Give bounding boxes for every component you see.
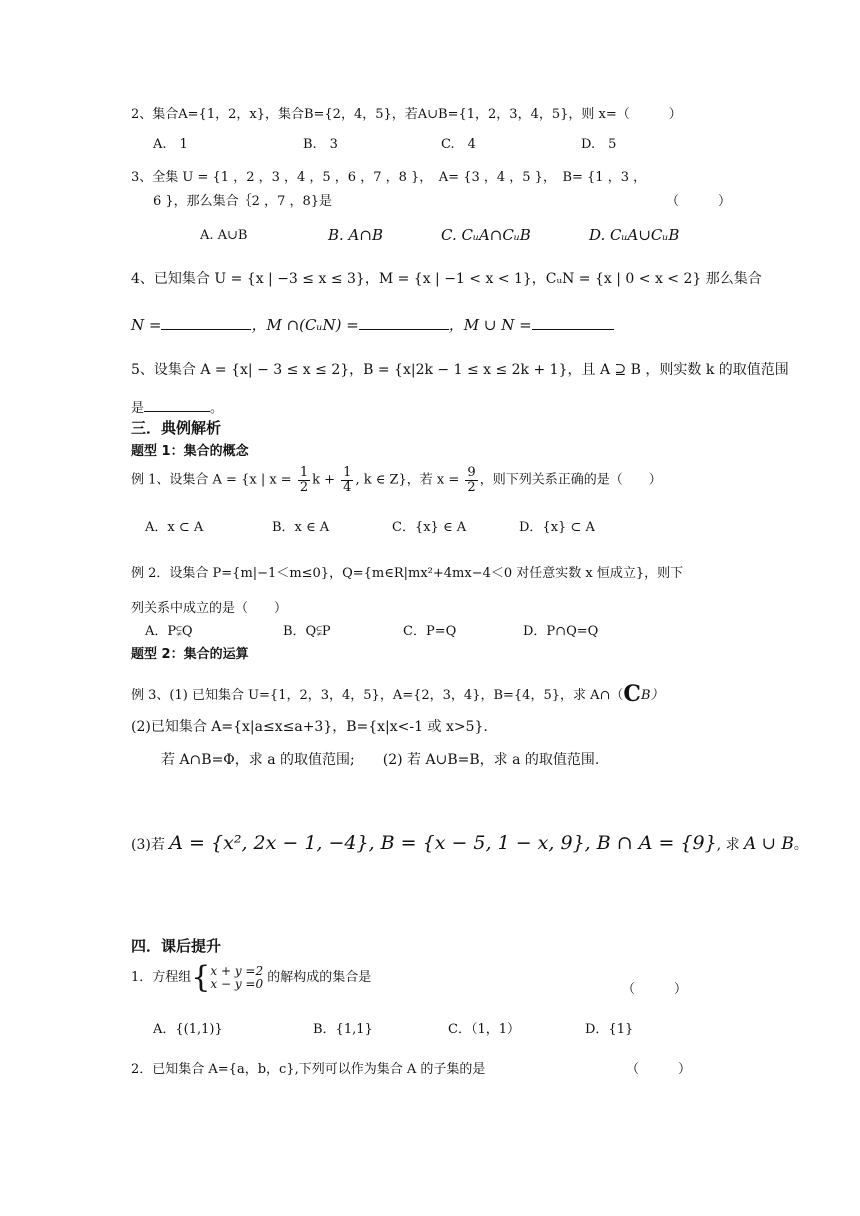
- ex2-option-c: C．P=Q: [403, 624, 457, 639]
- section-4-title: 四．课后提升: [131, 937, 222, 955]
- q4-stem: 4、已知集合 U = {x | −3 ≤ x ≤ 3}，M = {x | −1 < x < 1}，CᵤN = {x | 0 < x < 2} 那么集合: [131, 271, 762, 287]
- ex2-option-d: D．P∩Q=Q: [523, 624, 599, 639]
- ex2-option-b: B．Q⫋P: [283, 624, 331, 639]
- q4-blank-1[interactable]: [161, 315, 251, 330]
- example-2-stem: 例 2．设集合 P={m|−1＜m≤0}，Q={m∈R|mx²+4mx−4＜0 对任意实数 x 恒成立}，则下: [131, 566, 684, 581]
- q4-blank-3[interactable]: [532, 315, 614, 330]
- sec4-q1-option-c: C．（1，1）: [448, 1022, 520, 1037]
- sec4-q1-tail: 的解构成的集合是: [267, 970, 372, 986]
- q3-option-c: C. CᵤA∩CᵤB: [441, 226, 531, 244]
- equation-2: x − y =0: [210, 977, 264, 991]
- q3-option-a: A. A∪B: [200, 228, 248, 243]
- q5-line2: [131, 397, 223, 417]
- q2-option-c: C. 4: [441, 137, 476, 152]
- ex3-3-ask: , 求: [716, 837, 740, 853]
- example-3-part-2-questions: 若 A∩B=Φ，求 a 的取值范围; (2) 若 A∪B=B，求 a 的取值范围.: [161, 752, 600, 768]
- sec4-q1-label: 1．方程组: [131, 970, 192, 986]
- type-1-heading: 题型 1：集合的概念: [131, 444, 249, 459]
- q5-stem: 5、设集合 A = {x| − 3 ≤ x ≤ 2}，B = {x|2k − 1 ≤ x ≤ 2k + 1}，且 A ⊇ B ，则实数 k 的取值范围: [131, 362, 789, 378]
- example-3-part-2: (2)已知集合 A={x|a≤x≤a+3}，B={x|x<-1 或 x>5}.: [131, 719, 488, 735]
- q3-option-b: B. A∩B: [328, 226, 383, 244]
- complement-symbol: C: [623, 681, 641, 707]
- example-3-part-3: [131, 832, 808, 855]
- example-2-stem-line2: 列关系中成立的是（ ）: [131, 601, 288, 616]
- ex1-fraction-3: $\frac{9}{2}$: [467, 465, 476, 495]
- ex1-option-c: C．{x} ∈ A: [392, 520, 467, 535]
- equation-system: [210, 965, 263, 991]
- ex1-option-d: D．{x} ⊂ A: [519, 520, 595, 535]
- sec4-q2-paren: （ ）: [626, 1062, 692, 1077]
- sec4-question-2: 2．已知集合 A={a，b，c},下列可以作为集合 A 的子集的是: [131, 1062, 486, 1077]
- q3-option-d: D. CᵤA∪CᵤB: [589, 226, 680, 244]
- ex3-tail: B）: [640, 688, 664, 703]
- q5-blank[interactable]: [144, 397, 210, 412]
- q4-line2: [131, 315, 614, 334]
- type-2-heading: 题型 2：集合的运算: [131, 647, 249, 662]
- ex2-option-a: A．P⫋Q: [145, 624, 193, 639]
- q3-answer-paren: （ ）: [666, 194, 732, 209]
- sec4-q1-option-d: D．{1}: [585, 1022, 634, 1037]
- q2-option-a: A. 1: [153, 137, 188, 152]
- section-3-title: 三．典例解析: [131, 419, 222, 437]
- q4-blank-2[interactable]: [359, 315, 449, 330]
- q2-option-b: B. 3: [303, 137, 338, 152]
- ex1-option-a: A．x ⊂ A: [145, 520, 204, 535]
- equation-1: x + y =2: [210, 963, 264, 978]
- sec4-question-1: [131, 960, 372, 995]
- q4-n-label: N =: [131, 316, 162, 334]
- sec4-q1-option-b: B．{1,1}: [313, 1022, 373, 1037]
- sec4-q1-paren: （ ）: [622, 982, 688, 997]
- ex1-fraction-2: $\frac{1}{4}$: [343, 465, 352, 495]
- ex1-fraction-1: $\frac{1}{2}$: [299, 465, 309, 495]
- q3-stem-line2: 6 }，那么集合｛2 ，7 ，8}是: [153, 194, 333, 209]
- q4-m-cap-label: ，M ∩(CᵤN) =: [251, 316, 359, 334]
- ex1-part-d: ，则下列关系正确的是（ ）: [479, 472, 662, 488]
- q3-stem: 3、全集 U = {1 ，2 ，3 ，4 ，5 ，6 ，7 ，8 }， A= {3 ，4 ，5 }， B= {1 ，3 ，: [131, 170, 647, 185]
- ex3-3-prefix: (3)若: [131, 837, 165, 853]
- ex1-part-c: , k ∈ Z}，若 x =: [355, 472, 460, 488]
- ex1-part-b: k +: [312, 472, 336, 488]
- q2-stem: 2、集合A={1，2，x}，集合B={2，4，5}，若A∪B={1，2，3，4，5}，则 x=（ ）: [131, 107, 682, 122]
- ex1-part-a: 例 1、设集合 A = {x | x =: [131, 472, 292, 488]
- ex3-3-union: A ∪ B: [744, 834, 794, 854]
- ex3-3-formula: A = {x², 2x − 1, −4}, B = {x − 5, 1 − x, 9}, B ∩ A = {9}: [169, 832, 717, 854]
- ex1-option-b: B．x ∈ A: [272, 520, 330, 535]
- q5-end: 。: [210, 401, 224, 416]
- q5-label: 是: [131, 401, 145, 416]
- ex3-text: 例 3、(1) 已知集合 U={1，2，3，4，5}，A={2，3，4}，B={4，5}，求 A∩（: [131, 688, 624, 703]
- q2-option-d: D. 5: [581, 137, 617, 152]
- example-3-stem: [131, 681, 664, 707]
- system-brace-icon: {: [191, 960, 211, 995]
- ex3-3-end: 。: [793, 837, 808, 853]
- q4-m-cup-label: ，M ∪ N =: [448, 316, 532, 334]
- example-1-stem: [131, 466, 662, 494]
- sec4-q1-option-a: A．{(1,1)}: [153, 1022, 223, 1037]
